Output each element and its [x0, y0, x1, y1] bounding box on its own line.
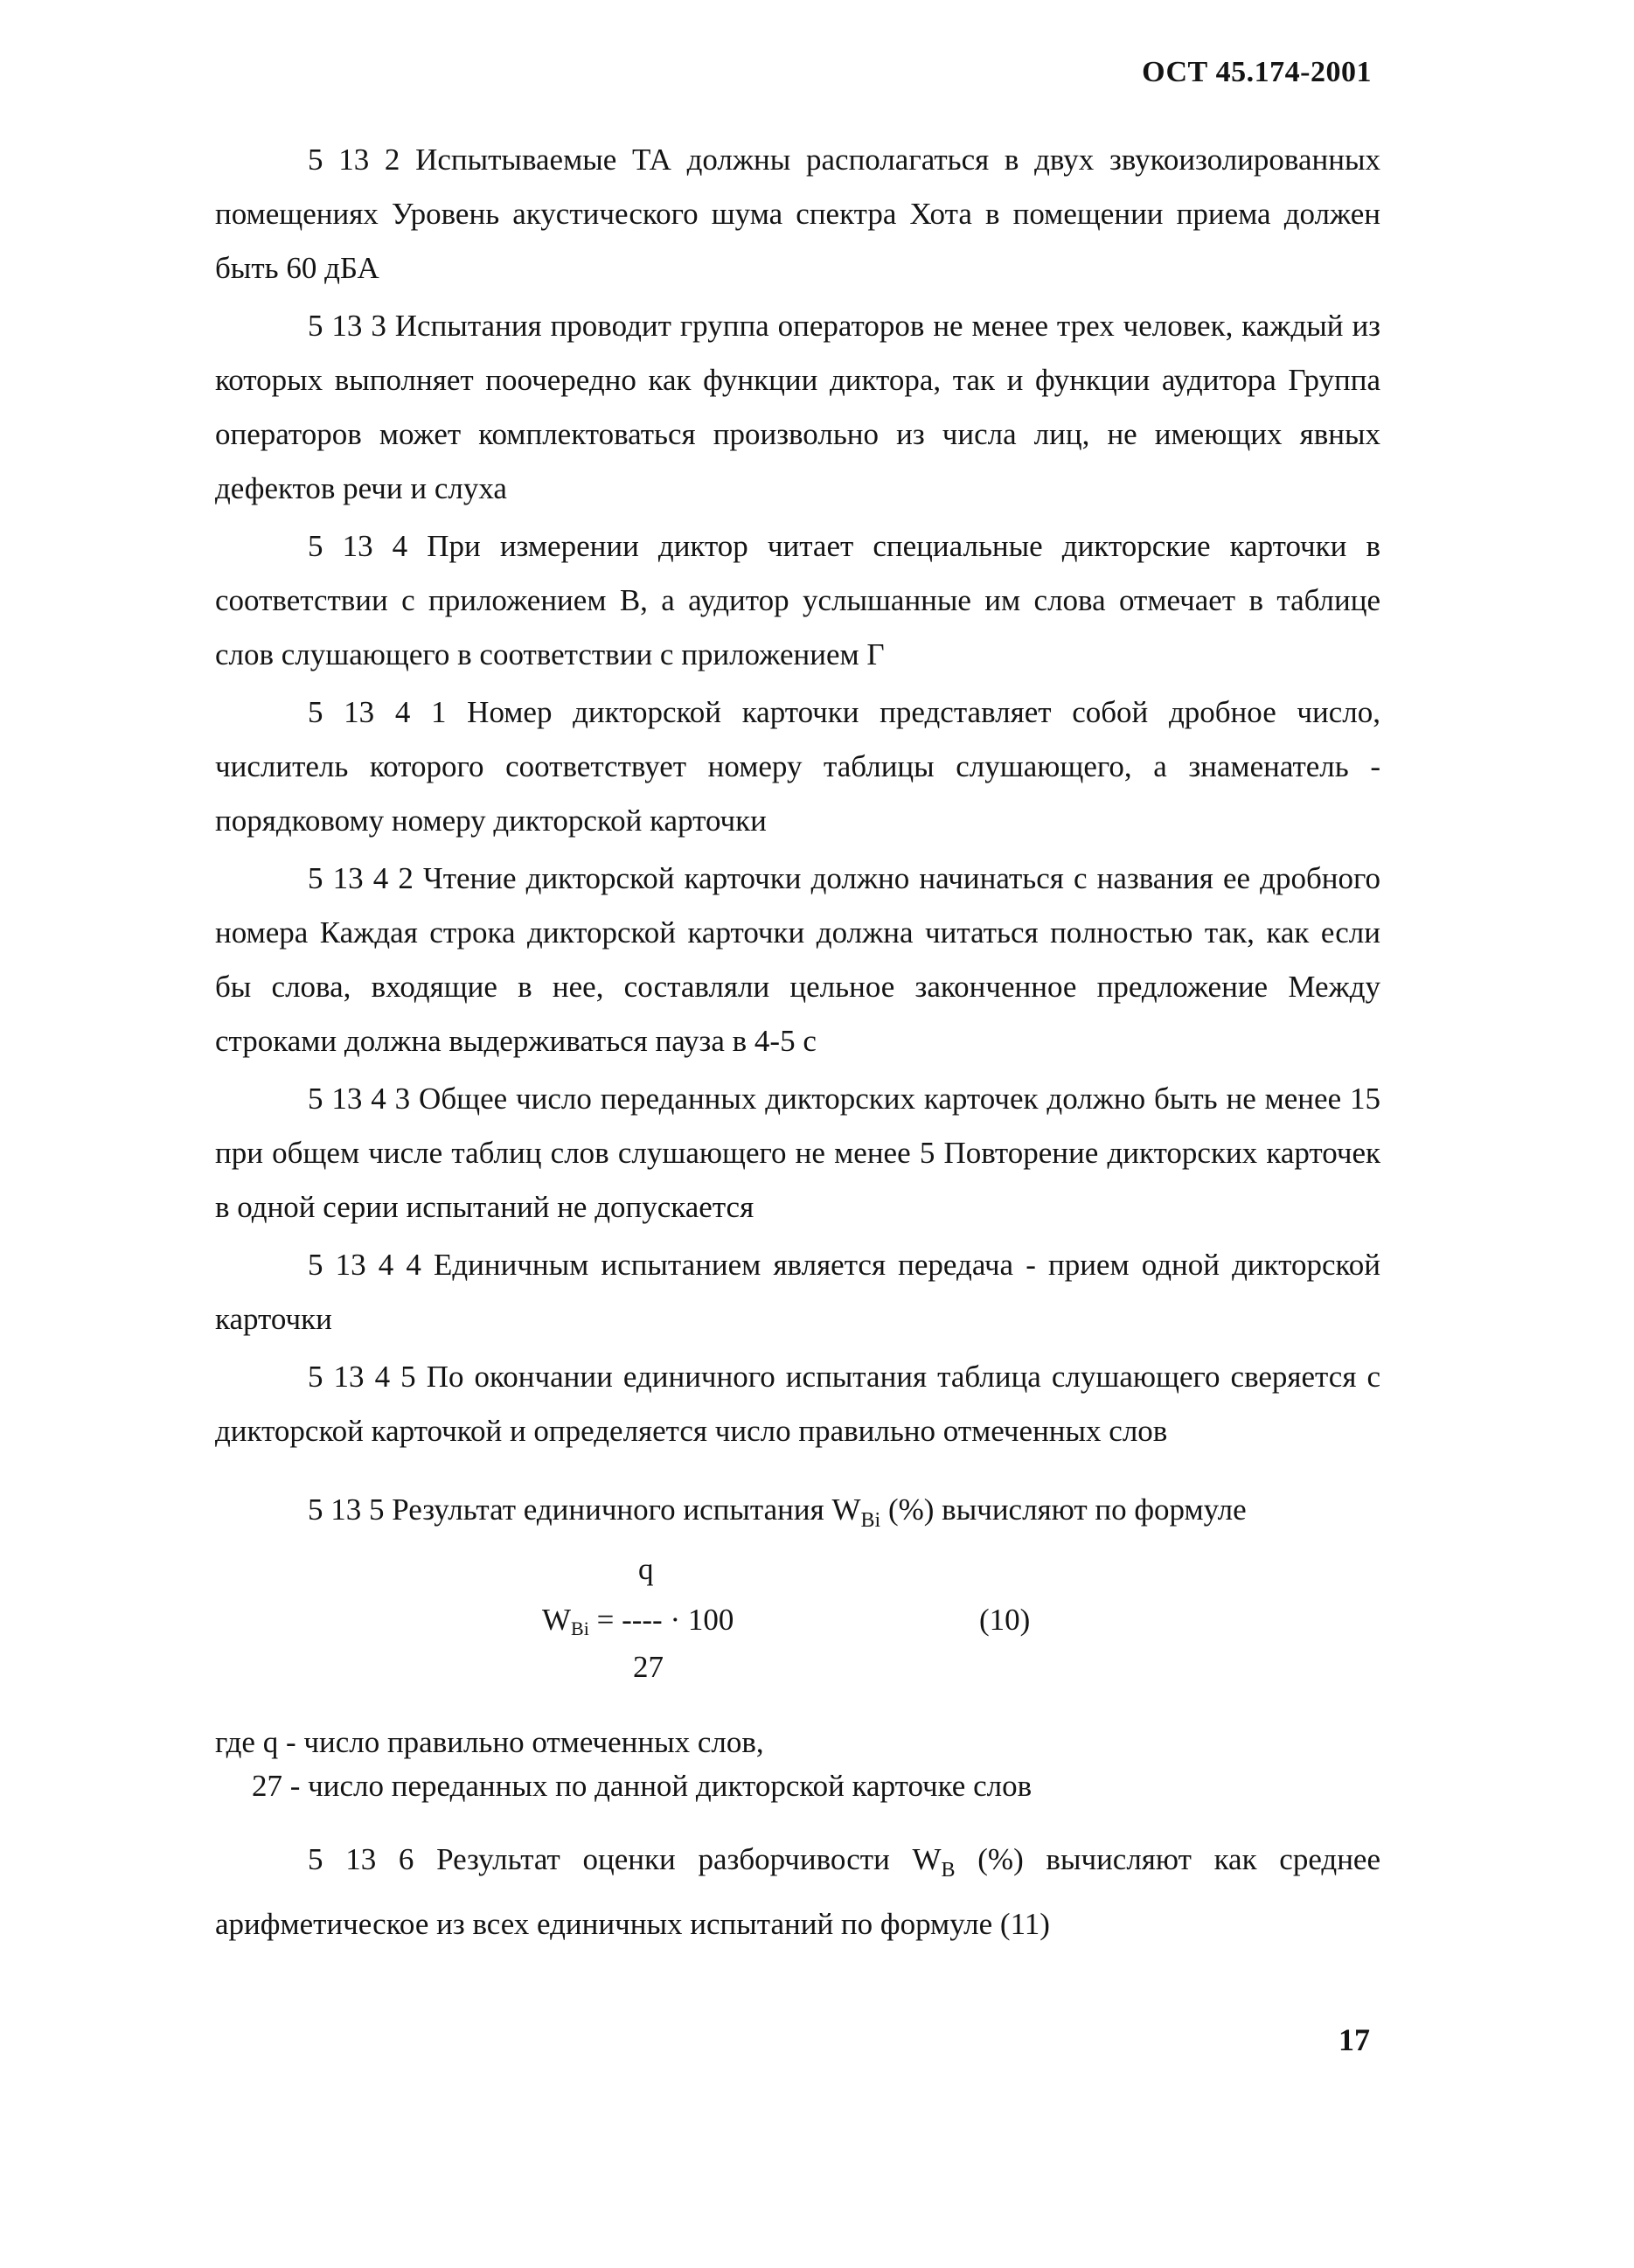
formula-denominator: 27: [633, 1650, 664, 1684]
paragraph-5-13-2: 5 13 2 Испытываемые ТА должны располагаться в двух звукоизолированных помещениях Уровень акустического шума спектра Хота в помещении приема должен быть 60 дБА: [215, 143, 1380, 285]
paragraph-5-13-3: 5 13 3 Испытания проводит группа операторов не менее трех человек, каждый из которых выполняет поочередно как функции диктора, так и функции аудитора Группа операторов может комплектоваться произвольно из числа лиц, не имеющих явных дефектов речи и слуха: [215, 309, 1380, 505]
document-body: [215, 133, 1380, 1951]
paragraph-5-13-6: [215, 1833, 1380, 1951]
p5135-text-before: 5 13 5 Результат единичного испытания W: [308, 1492, 861, 1527]
p5135-subscript: Bi: [860, 1509, 881, 1532]
p5136-text-after: (%) вычисляют как среднее арифметическое из всех единичных испытаний по формуле (11): [215, 1842, 1380, 1941]
paragraph-5-13-4-5: 5 13 4 5 По окончании единичного испытания таблица слушающего сверяется с дикторской карточкой и определяется число правильно отмеченных слов: [215, 1360, 1380, 1448]
legend-line-27: 27 - число переданных по данной дикторской карточке слов: [252, 1769, 1033, 1803]
formula-w-subscript: Bi: [571, 1618, 589, 1639]
paragraph-5-13-5: [215, 1483, 1380, 1548]
paragraph-5-13-4: 5 13 4 При измерении диктор читает специальные дикторские карточки в соответствии с приложением В, а аудитор услышанные им слова отмечает в таблице слов слушающего в соответствии с приложением Г: [215, 529, 1380, 671]
formula-rest: = ---- · 100: [588, 1603, 734, 1637]
p5135-text-after: (%) вычисляют по формуле: [880, 1492, 1247, 1527]
paragraph-5-13-4-4: 5 13 4 4 Единичным испытанием является передача - прием одной дикторской карточки: [215, 1248, 1380, 1336]
formula-numerator: q: [638, 1552, 654, 1586]
formula-legend: [215, 1721, 1380, 1808]
document-header: ОСТ 45.174-2001: [1142, 56, 1372, 88]
p5136-subscript: B: [941, 1859, 956, 1882]
legend-line-q: где q - число правильно отмеченных слов,: [215, 1725, 764, 1759]
paragraph-5-13-4-2: 5 13 4 2 Чтение дикторской карточки должно начинаться с названия ее дробного номера Каждая строка дикторской карточки должна читаться полностью так, как если бы слова, входящие в нее, составляли цельное законченное предложение Между строками должна выдерживаться пауза в 4-5 с: [215, 861, 1380, 1058]
page-number: 17: [1338, 2022, 1370, 2057]
formula-number: (10): [979, 1603, 1031, 1637]
paragraph-5-13-4-1: 5 13 4 1 Номер дикторской карточки представляет собой дробное число, числитель которого соответствует номеру таблицы слушающего, а знаменатель - порядковому номеру дикторской карточки: [215, 695, 1380, 838]
p5136-text-before: 5 13 6 Результат оценки разборчивости W: [308, 1842, 942, 1876]
formula-w: W: [542, 1603, 572, 1637]
paragraph-5-13-4-3: 5 13 4 3 Общее число переданных дикторских карточек должно быть не менее 15 при общем числе таблиц слов слушающего не менее 5 Повторение дикторских карточек в одной серии испытаний не допускается: [215, 1082, 1380, 1224]
formula-10: [215, 1548, 1380, 1714]
